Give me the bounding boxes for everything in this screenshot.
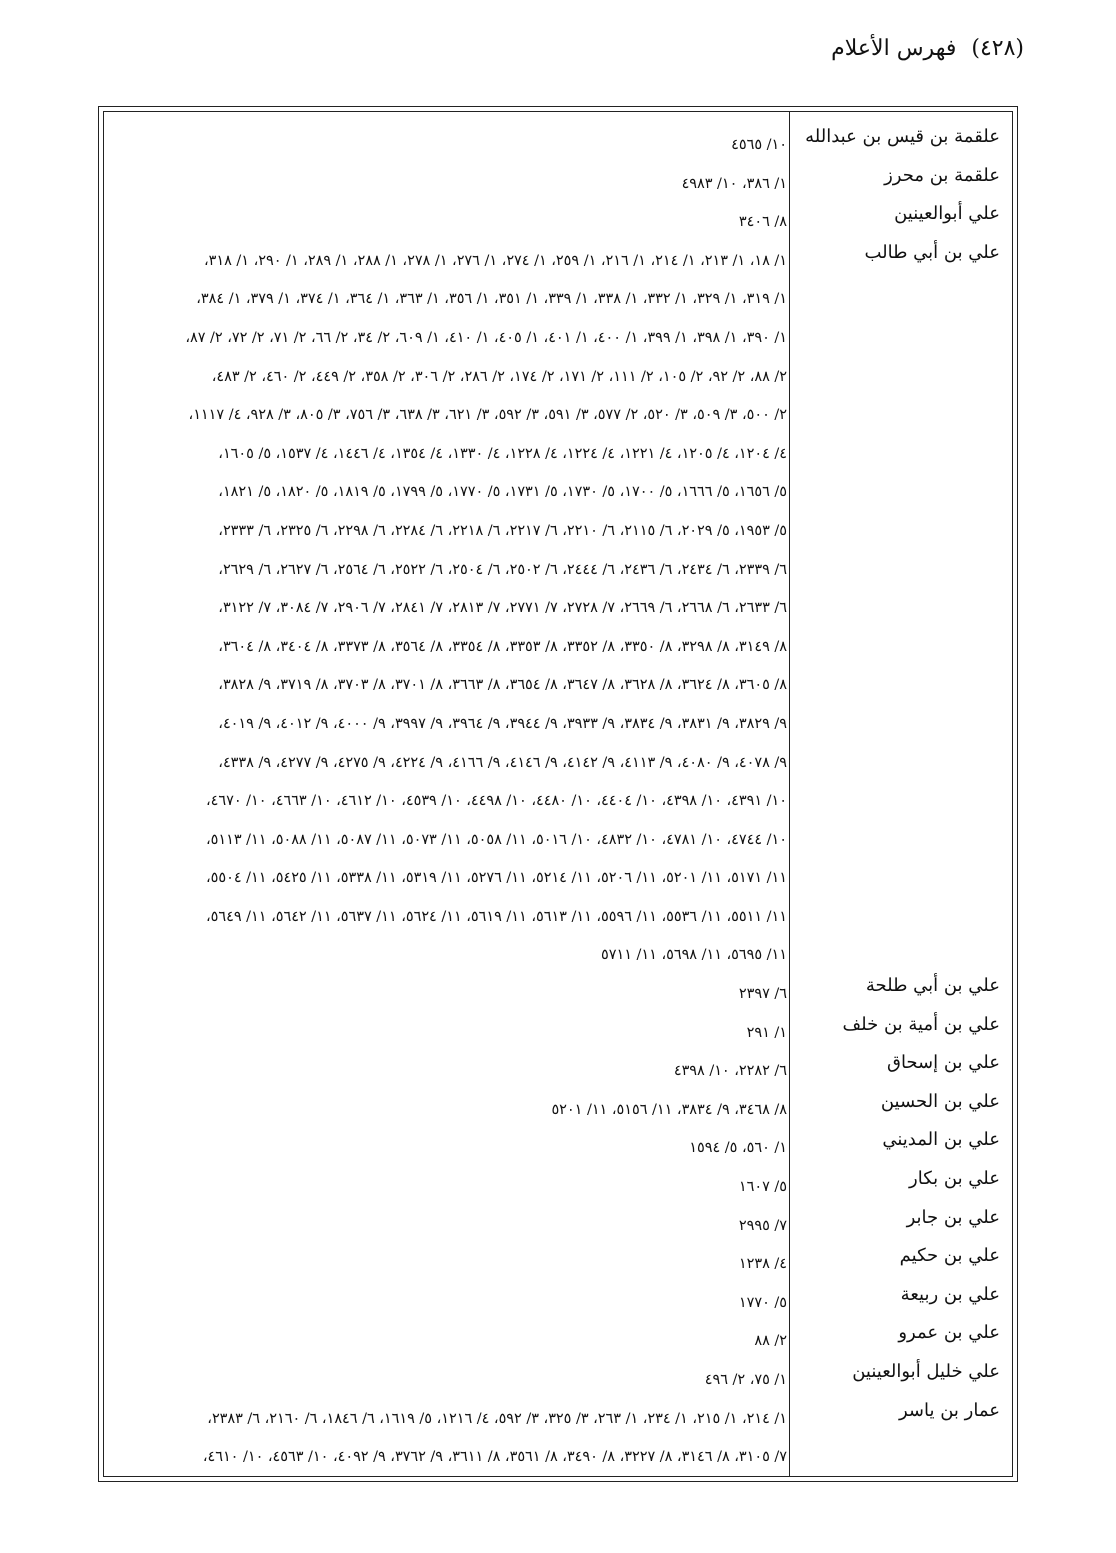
reference-line: ١/ ٥٦٠، ٥/ ١٥٩٤ bbox=[689, 1140, 787, 1157]
reference-line: ٦/ ٢٢٨٢، ١٠/ ٤٣٩٨ bbox=[673, 1063, 787, 1080]
entry-references bbox=[126, 1284, 787, 1323]
reference-line: ٦/ ٢٣٣٩، ٦/ ٢٤٣٤، ٦/ ٢٤٣٦، ٦/ ٢٤٤٤، ٦/ ٢٥٠٢، ٦/ ٢٥٠٤، ٦/ ٢٥٢٢، ٦/ ٢٥٦٤، ٦/ ٢٦٢٧، ٦/ ٢٦٢٩، bbox=[218, 561, 787, 578]
index-entry bbox=[104, 242, 1012, 975]
reference-line: ٩/ ٣٨٢٩، ٩/ ٣٨٣١، ٩/ ٣٨٣٤، ٩/ ٣٩٣٣، ٩/ ٣٩٤٤، ٩/ ٣٩٦٤، ٩/ ٣٩٩٧، ٩/ ٤٠٠٠، ٩/ ٤٠١٢، ٩/ ٤٠١٩، bbox=[218, 715, 787, 732]
reference-line: ١١/ ٥١٧١، ١١/ ٥٢٠١، ١١/ ٥٢٠٦، ١١/ ٥٢١٤، ١١/ ٥٢٧٦، ١١/ ٥٣١٩، ١١/ ٥٣٣٨، ١١/ ٥٤٢٥، ١١/ ٥٥٠٤، bbox=[206, 870, 787, 887]
reference-line: ١/ ٣٩٠، ١/ ٣٩٨، ١/ ٣٩٩، ١/ ٤٠٠، ١/ ٤٠١، ١/ ٤٠٥، ١/ ٤١٠، ١/ ٦٠٩، ٢/ ٣٤، ٢/ ٦٦، ٢/ ٧١، ٢/ ٧٢، ٢/ ٨٧، bbox=[185, 329, 787, 346]
reference-line: ٨/ ٣٤٦٨، ٩/ ٣٨٣٤، ١١/ ٥١٥٦، ١١/ ٥٢٠١ bbox=[551, 1101, 787, 1118]
reference-line: ١٠/ ٤٧٤٤، ١٠/ ٤٧٨١، ١٠/ ٤٨٣٢، ١٠/ ٥٠١٦، ١١/ ٥٠٥٨، ١١/ ٥٠٧٣، ١١/ ٥٠٨٧، ١١/ ٥٠٨٨، ١١/ ٥١١٣، bbox=[206, 831, 787, 848]
running-header bbox=[831, 36, 1024, 61]
entry-references bbox=[126, 126, 787, 165]
index-entry bbox=[104, 1014, 1012, 1053]
entry-name: علي بن بكار bbox=[909, 1168, 1000, 1190]
entry-name: عمار بن ياسر bbox=[899, 1399, 1000, 1421]
reference-line: ٩/ ٤٠٧٨، ٩/ ٤٠٨٠، ٩/ ٤١١٣، ٩/ ٤١٤٢، ٩/ ٤١٤٦، ٩/ ٤١٦٦، ٩/ ٤٢٢٤، ٩/ ٤٢٧٥، ٩/ ٤٢٧٧، ٩/ ٤٣٣٨، bbox=[218, 754, 787, 771]
entry-name: علي بن أمية بن خلف bbox=[842, 1013, 1000, 1035]
reference-line: ٥/ ١٩٥٣، ٥/ ٢٠٢٩، ٦/ ٢١١٥، ٦/ ٢٢١٠، ٦/ ٢٢١٧، ٦/ ٢٢١٨، ٦/ ٢٢٨٤، ٦/ ٢٢٩٨، ٦/ ٢٣٢٥، ٦/ ٢٣٣٣، bbox=[218, 522, 787, 539]
reference-line: ١١/ ٥٦٩٥، ١١/ ٥٦٩٨، ١١/ ٥٧١١ bbox=[601, 947, 787, 964]
reference-line: ٦/ ٢٣٩٧ bbox=[738, 986, 787, 1003]
reference-line: ٢/ ٨٨ bbox=[754, 1333, 787, 1350]
index-entry bbox=[104, 1322, 1012, 1361]
index-entry bbox=[104, 1207, 1012, 1246]
reference-line: ٥/ ١٦٠٧ bbox=[738, 1179, 787, 1196]
reference-line: ٥/ ١٧٧٠ bbox=[738, 1294, 787, 1311]
page-title: فهرس الأعلام bbox=[831, 36, 957, 61]
entry-references bbox=[126, 242, 787, 975]
reference-line: ٦/ ٢٦٣٣، ٦/ ٢٦٦٨، ٦/ ٢٦٦٩، ٧/ ٢٧٢٨، ٧/ ٢٧٧١، ٧/ ٢٨١٣، ٧/ ٢٨٤١، ٧/ ٢٩٠٦، ٧/ ٣٠٨٤، ٧/ ٣١٢٢، bbox=[218, 600, 787, 617]
reference-line: ٢/ ٨٨، ٢/ ٩٢، ٢/ ١٠٥، ٢/ ١١١، ٢/ ١٧١، ٢/ ١٧٤، ٢/ ٢٨٦، ٢/ ٣٠٦، ٢/ ٣٥٨، ٢/ ٤٤٩، ٢/ ٤٦٠، ٢/ ٤٨٣، bbox=[211, 368, 787, 385]
reference-line: ٨/ ٣٤٠٦ bbox=[738, 214, 787, 231]
reference-line: ١/ ٢١٤، ١/ ٢١٥، ١/ ٢٣٤، ١/ ٢٦٣، ٣/ ٣٢٥، ٣/ ٥٩٢، ٤/ ١٢١٦، ٥/ ١٦١٩، ٦/ ١٨٤٦، ٦/ ٢١٦٠، ٦/ ٢٣٨٣، bbox=[207, 1410, 787, 1427]
reference-line: ٨/ ٣١٤٩، ٨/ ٣٢٩٨، ٨/ ٣٣٥٠، ٨/ ٣٣٥٢، ٨/ ٣٣٥٣، ٨/ ٣٣٥٤، ٨/ ٣٥٦٤، ٨/ ٣٣٧٣، ٨/ ٣٤٠٤، ٨/ ٣٦٠٤، bbox=[218, 638, 787, 655]
reference-line: ١/ ٣١٩، ١/ ٣٢٩، ١/ ٣٣٢، ١/ ٣٣٨، ١/ ٣٣٩، ١/ ٣٥١، ١/ ٣٥٦، ١/ ٣٦٣، ١/ ٣٦٤، ١/ ٣٧٤، ١/ ٣٧٩، ١/ ٣٨٤، bbox=[196, 291, 787, 308]
entry-name: علي بن عمرو bbox=[898, 1322, 1000, 1344]
index-entry bbox=[104, 1168, 1012, 1207]
reference-line: ١/ ٢٩١ bbox=[746, 1024, 787, 1041]
reference-line: ١/ ٣٨٦، ١٠/ ٤٩٨٣ bbox=[681, 175, 787, 192]
entry-name: علي بن جابر bbox=[906, 1206, 1000, 1228]
index-entries bbox=[104, 126, 1012, 1477]
entry-references bbox=[126, 1129, 787, 1168]
entry-references bbox=[126, 1014, 787, 1053]
entry-name: علي أبوالعينين bbox=[894, 203, 1000, 225]
index-table bbox=[103, 111, 1013, 1477]
reference-line: ١٠/ ٤٣٩١، ١٠/ ٤٣٩٨، ١٠/ ٤٤٠٤، ١٠/ ٤٤٨٠، ١٠/ ٤٤٩٨، ١٠/ ٤٥٣٩، ١٠/ ٤٦١٢، ١٠/ ٤٦٦٣، ١٠/ ٤٦٧٠، bbox=[206, 793, 787, 810]
reference-line: ٥/ ١٦٥٦، ٥/ ١٦٦٦، ٥/ ١٧٠٠، ٥/ ١٧٣٠، ٥/ ١٧٣١، ٥/ ١٧٧٠، ٥/ ١٧٩٩، ٥/ ١٨١٩، ٥/ ١٨٢٠، ٥/ ١٨٢١، bbox=[218, 484, 787, 501]
entry-references bbox=[126, 1400, 787, 1477]
reference-line: ٢/ ٥٠٠، ٣/ ٥٠٩، ٣/ ٥٢٠، ٢/ ٥٧٧، ٣/ ٥٩١، ٣/ ٥٩٢، ٣/ ٦٢١، ٣/ ٦٣٨، ٣/ ٧٥٦، ٣/ ٨٠٥، ٣/ ٩٢٨، ٤/ ١١١٧، bbox=[188, 407, 787, 424]
index-entry bbox=[104, 1400, 1012, 1477]
entry-name: علي بن ربيعة bbox=[900, 1283, 1000, 1305]
entry-references bbox=[126, 165, 787, 204]
reference-line: ١١/ ٥٥١١، ١١/ ٥٥٣٦، ١١/ ٥٥٩٦، ١١/ ٥٦١٣، ١١/ ٥٦١٩، ١١/ ٥٦٢٤، ١١/ ٥٦٣٧، ١١/ ٥٦٤٢، ١١/ ٥٦٤٩، bbox=[206, 908, 787, 925]
entry-references bbox=[126, 1245, 787, 1284]
reference-line: ٧/ ٣١٠٥، ٨/ ٣١٤٦، ٨/ ٣٢٢٧، ٨/ ٣٤٩٠، ٨/ ٣٥٦١، ٨/ ٣٦١١، ٩/ ٣٧٦٢، ٩/ ٤٠٩٢، ١٠/ ٤٥٦٣، ١٠/ ٤٦١٠، bbox=[202, 1449, 787, 1466]
index-entry bbox=[104, 1091, 1012, 1130]
entry-references bbox=[126, 1091, 787, 1130]
index-entry bbox=[104, 1284, 1012, 1323]
entry-name: علي بن إسحاق bbox=[886, 1052, 1000, 1074]
index-entry bbox=[104, 203, 1012, 242]
page-number: (٤٢٨) bbox=[971, 36, 1024, 61]
entry-name: علي بن المديني bbox=[882, 1129, 1000, 1151]
entry-name: علقمة بن محرز bbox=[884, 164, 1000, 186]
reference-line: ٤/ ١٢٣٨ bbox=[738, 1256, 787, 1273]
index-entry bbox=[104, 1361, 1012, 1400]
entry-name: علي بن أبي طلحة bbox=[865, 975, 1000, 997]
entry-references bbox=[126, 1361, 787, 1400]
entry-name: علي بن حكيم bbox=[899, 1245, 1000, 1267]
index-entry bbox=[104, 975, 1012, 1014]
entry-references bbox=[126, 1322, 787, 1361]
entry-name: علي خليل أبوالعينين bbox=[852, 1361, 1000, 1382]
index-entry bbox=[104, 126, 1012, 165]
entry-name: علي بن الحسين bbox=[880, 1090, 1000, 1112]
index-entry bbox=[104, 165, 1012, 204]
entry-references bbox=[126, 1168, 787, 1207]
reference-line: ٨/ ٣٦٠٥، ٨/ ٣٦٢٤، ٨/ ٣٦٢٨، ٨/ ٣٦٤٧، ٨/ ٣٦٥٤، ٨/ ٣٦٦٣، ٨/ ٣٧٠١، ٨/ ٣٧٠٣، ٨/ ٣٧١٩، ٩/ ٣٨٢٨، bbox=[218, 677, 787, 694]
reference-line: ١٠/ ٤٥٦٥ bbox=[731, 137, 787, 153]
index-table-frame bbox=[98, 106, 1018, 1482]
index-entry bbox=[104, 1052, 1012, 1091]
entry-references bbox=[126, 203, 787, 242]
reference-line: ٤/ ١٢٠٤، ٤/ ١٢٠٥، ٤/ ١٢٢١، ٤/ ١٢٢٤، ٤/ ١٢٢٨، ٤/ ١٣٣٠، ٤/ ١٣٥٤، ٤/ ١٤٤٦، ٤/ ١٥٣٧، ٥/ ١٦٠٥، bbox=[218, 445, 787, 462]
reference-line: ٧/ ٢٩٩٥ bbox=[738, 1217, 787, 1234]
entry-references bbox=[126, 1052, 787, 1091]
reference-line: ١/ ١٨، ١/ ٢١٣، ١/ ٢١٤، ١/ ٢١٦، ١/ ٢٥٩، ١/ ٢٧٤، ١/ ٢٧٦، ١/ ٢٧٨، ١/ ٢٨٨، ١/ ٢٨٩، ١/ ٢٩٠، ١/ ٣١٨، bbox=[204, 252, 787, 269]
entry-name: علي بن أبي طالب bbox=[864, 241, 1000, 263]
entry-name: علقمة بن قيس بن عبدالله bbox=[805, 126, 1000, 147]
index-entry bbox=[104, 1245, 1012, 1284]
index-entry bbox=[104, 1129, 1012, 1168]
reference-line: ١/ ٧٥، ٢/ ٤٩٦ bbox=[704, 1372, 787, 1388]
entry-references bbox=[126, 1207, 787, 1246]
entry-references bbox=[126, 975, 787, 1014]
